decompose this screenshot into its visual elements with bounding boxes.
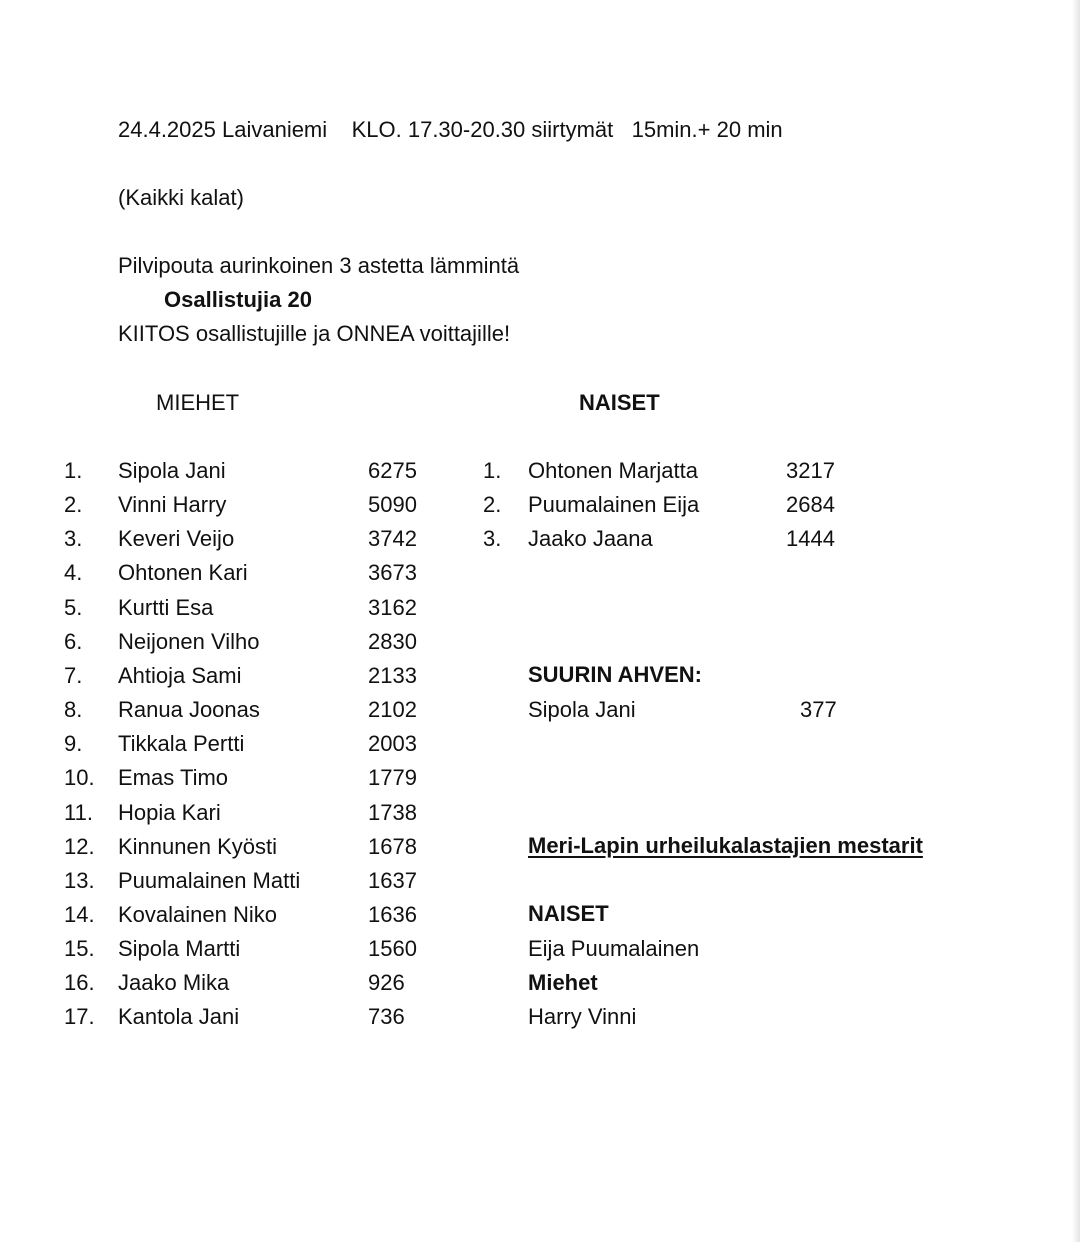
result-score: 2003	[368, 731, 417, 757]
result-row	[0, 799, 1080, 833]
result-name: Hopia Kari	[118, 799, 221, 825]
result-row	[0, 559, 1080, 593]
result-row	[0, 525, 1080, 559]
result-score: 2684	[786, 492, 835, 518]
result-name: Kovalainen Niko	[118, 901, 277, 927]
result-rank: 15.	[64, 936, 95, 962]
result-name: Sipola Martti	[118, 936, 241, 962]
result-name: Neijonen Vilho	[118, 628, 260, 654]
result-name: Emas Timo	[118, 765, 229, 791]
result-score: 1636	[368, 901, 417, 927]
result-rank: 3.	[64, 526, 83, 552]
result-name: Ranua Joonas	[118, 697, 260, 723]
result-name: Jaako Mika	[118, 970, 230, 996]
result-score: 3162	[368, 594, 417, 620]
result-rank: 10.	[64, 765, 95, 791]
result-score: 1779	[368, 765, 417, 791]
result-rank: 5.	[64, 594, 83, 620]
result-score: 3673	[368, 560, 417, 586]
biggest-perch-heading: SUURIN AHVEN:	[528, 662, 702, 687]
result-name: Ohtonen Kari	[118, 560, 248, 586]
result-score: 1678	[368, 833, 417, 859]
participants-count: Osallistujia 20	[164, 287, 312, 312]
result-score: 1560	[368, 936, 417, 962]
result-score: 2830	[368, 628, 417, 654]
result-rank: 1.	[64, 458, 83, 483]
result-row	[0, 457, 1080, 491]
result-name: Ahtioja Sami	[118, 662, 242, 688]
result-name: Ohtonen Marjatta	[528, 458, 698, 483]
result-name: Kurtti Esa	[118, 594, 214, 620]
women-heading: NAISET	[579, 390, 660, 415]
result-name: Sipola Jani	[118, 458, 226, 483]
result-score: 6275	[368, 458, 417, 483]
result-rank: 17.	[64, 1004, 95, 1030]
result-rank: 9.	[64, 731, 83, 757]
result-rank: 14.	[64, 901, 95, 927]
result-score: 5090	[368, 492, 417, 518]
champions-women-name: Eija Puumalainen	[528, 936, 700, 961]
result-name: Puumalainen Matti	[118, 867, 301, 893]
result-rank: 2.	[483, 492, 502, 518]
result-rank: 1.	[483, 458, 502, 483]
result-name: Jaako Jaana	[528, 526, 653, 552]
result-rank: 16.	[64, 970, 95, 996]
result-rank: 3.	[483, 526, 502, 552]
biggest-perch-name: Sipola Jani	[528, 697, 636, 722]
result-score: 2102	[368, 697, 417, 723]
result-name: Vinni Harry	[118, 492, 227, 518]
result-row	[0, 867, 1080, 901]
result-name: Tikkala Pertti	[118, 731, 245, 757]
result-rank: 8.	[64, 697, 83, 723]
fish-category: (Kaikki kalat)	[118, 185, 244, 210]
champions-men-name: Harry Vinni	[528, 1004, 637, 1029]
result-rank: 4.	[64, 560, 83, 586]
result-rank: 6.	[64, 628, 83, 654]
result-name: Kinnunen Kyösti	[118, 833, 277, 859]
men-heading: MIEHET	[156, 390, 240, 415]
champions-women-label: NAISET	[528, 901, 609, 926]
result-score: 926	[368, 970, 405, 996]
result-rank: 12.	[64, 833, 95, 859]
result-rank: 11.	[64, 799, 93, 825]
result-row	[0, 730, 1080, 764]
result-score: 1637	[368, 867, 417, 893]
weather-line: Pilvipouta aurinkoinen 3 astetta lämmintä	[118, 253, 520, 278]
result-rank: 7.	[64, 662, 83, 688]
result-score: 3742	[368, 526, 417, 552]
result-row	[0, 628, 1080, 662]
champions-heading: Meri-Lapin urheilukalastajien mestarit	[528, 833, 923, 858]
event-info-line: 24.4.2025 Laivaniemi KLO. 17.30-20.30 siirtymät 15min.+ 20 min	[118, 117, 783, 142]
biggest-perch-score: 377	[800, 697, 837, 722]
result-row	[0, 594, 1080, 628]
result-score: 2133	[368, 662, 417, 688]
result-rank: 13.	[64, 867, 95, 893]
result-score: 3217	[786, 458, 835, 483]
result-score: 1444	[786, 526, 835, 552]
champions-men-label: Miehet	[528, 970, 598, 995]
result-score: 736	[368, 1004, 405, 1030]
result-name: Puumalainen Eija	[528, 492, 700, 518]
result-rank: 2.	[64, 492, 83, 518]
result-name: Keveri Veijo	[118, 526, 235, 552]
result-row	[0, 491, 1080, 525]
result-name: Kantola Jani	[118, 1004, 240, 1030]
result-row	[0, 764, 1080, 798]
result-score: 1738	[368, 799, 417, 825]
thanks-line: KIITOS osallistujille ja ONNEA voittajille!	[118, 321, 511, 346]
